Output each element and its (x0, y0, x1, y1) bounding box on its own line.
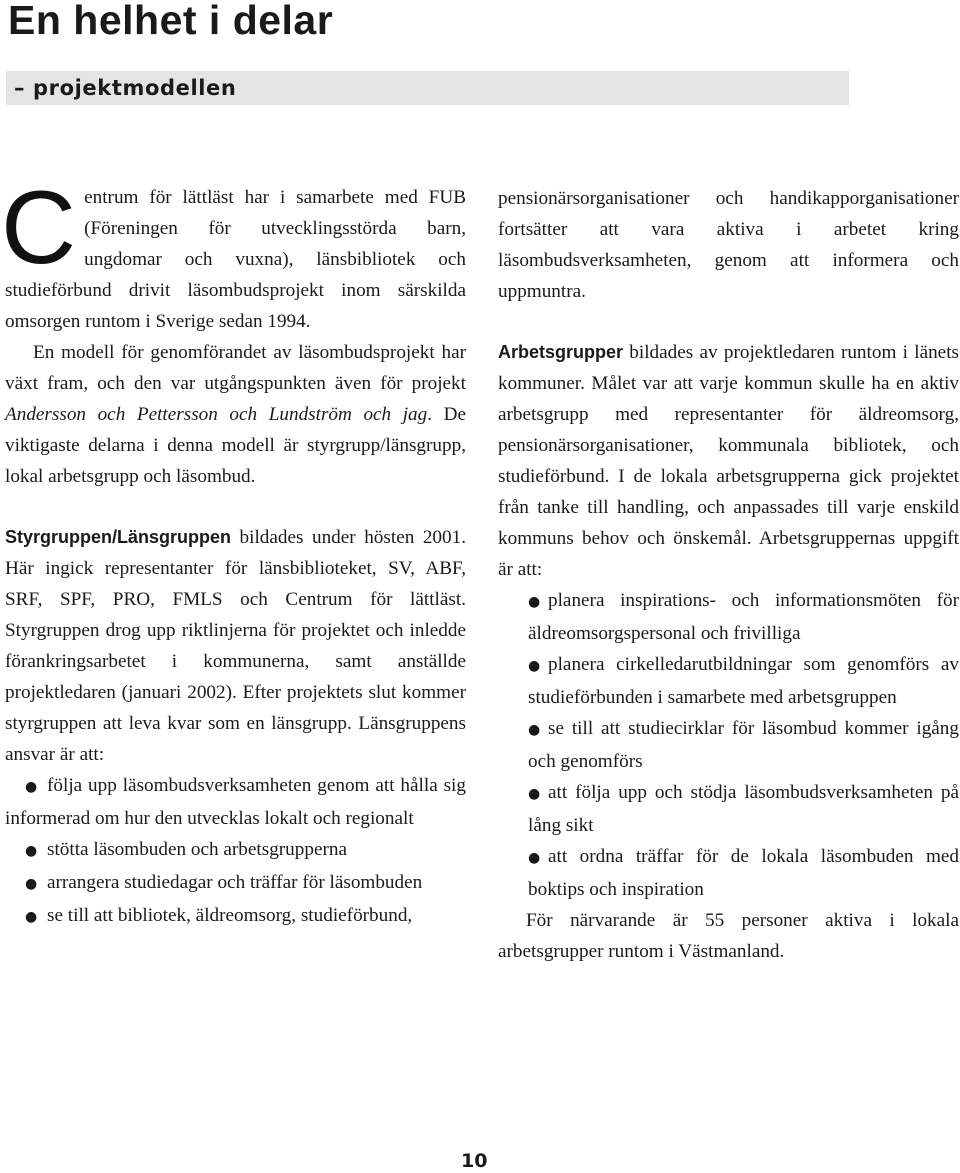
intro-text: entrum för lättläst har i samarbete med FUB (Föreningen för utvecklingsstörda barn, ungdomar och vuxna), länsbibliotek och studieförbund drivit läsombudsprojekt inom särskilda omsorgen runtom i Sverige sedan 1994. (5, 187, 466, 332)
right-column (498, 183, 959, 967)
bullet-icon: ● (25, 843, 38, 859)
list-item-text: se till att studiecirklar för läsombud kommer igång och genomförs (528, 718, 959, 772)
page-number: 10 (461, 1150, 488, 1172)
model-paragraph (5, 337, 466, 492)
list-item (498, 841, 959, 905)
bullet-icon: ● (528, 658, 541, 674)
list-item-text: planera cirkelledarutbildningar som genomförs av studieförbunden i samarbete med arbetsgruppen (528, 654, 959, 708)
bullet-icon: ● (25, 909, 38, 925)
list-item (5, 900, 466, 933)
bullet-icon: ● (528, 594, 541, 610)
intro-paragraph (1, 170, 466, 337)
subtitle-bar (6, 71, 849, 105)
list-item (5, 770, 466, 834)
page-title: En helhet i delar (8, 0, 334, 43)
dropcap: C (1, 170, 77, 286)
list-item (5, 834, 466, 867)
arbetsgrupper-text: bildades av projektledaren runtom i länets kommuner. Målet var att varje kommun skulle ha en aktiv arbetsgrupp med representanter för äldreomsorg, pensionärsorganisationer, kommunala bibliotek, och studieförbund. I de lokala arbetsgrupperna gick projektet från tanke till handling, och anpassades till varje enskild kommuns behov och önskemål. Arbetsgruppernas uppgift är att: (498, 342, 959, 580)
page-subtitle: – projektmodellen (14, 76, 237, 100)
project-title-italic: Andersson och Pettersson och Lundström och jag (5, 404, 428, 425)
list-item (5, 867, 466, 900)
list-item-text: att följa upp och stödja läsombudsverksamheten på lång sikt (528, 782, 959, 836)
styrgrupp-heading: Styrgruppen/Länsgruppen (5, 527, 232, 547)
bullet-icon: ● (528, 722, 541, 738)
list-item-text: se till att bibliotek, äldreomsorg, studieförbund, (47, 905, 413, 926)
model-text-1: En modell för genomförandet av läsombudsprojekt har växt fram, och den var utgångspunkten även för projekt (5, 342, 466, 394)
styrgrupp-text: bildades under hösten 2001. Här ingick representanter för länsbiblioteket, SV, ABF, SRF, SPF, PRO, FMLS och Centrum för lättläst. Styrgruppen drog upp riktlinjerna för projektet och inledde förankringsarbetet i kommunerna, samt anställde projektledaren (januari 2002). Efter projektets slut kommer styrgruppen att leva kvar som en länsgrupp. Länsgruppens ansvar är att: (5, 527, 466, 765)
arbetsgrupper-paragraph (498, 337, 959, 585)
bullet-icon: ● (528, 786, 541, 802)
arbetsgrupp-bullet-list (498, 585, 959, 905)
list-item-text: stötta läsombuden och arbetsgrupperna (47, 839, 347, 860)
list-item-text: följa upp läsombudsverksamheten genom att hålla sig informerad om hur den utvecklas lokalt och regionalt (5, 775, 466, 829)
closing-paragraph: För närvarande är 55 personer aktiva i lokala arbetsgrupper runtom i Västmanland. (498, 910, 959, 962)
styrgrupp-paragraph (5, 522, 466, 770)
list-item-text: att ordna träffar för de lokala läsombuden med boktips och inspiration (528, 846, 959, 900)
model-text-2: . De viktigaste delarna i denna modell är styrgrupp/länsgrupp, lokal arbetsgrupp och läsombud. (5, 404, 466, 487)
continuation-paragraph: pensionärsorganisationer och handikapporganisationer fortsätter att vara aktiva i arbetet kring läsombudsverksamheten, genom att informera och uppmuntra. (498, 188, 959, 302)
list-item (498, 713, 959, 777)
list-item-text: planera inspirations- och informationsmöten för äldreomsorgspersonal och frivilliga (528, 590, 959, 644)
arbetsgrupper-heading: Arbetsgrupper (498, 342, 624, 362)
left-column (1, 170, 466, 933)
bullet-icon: ● (25, 779, 38, 795)
lansgrupp-bullet-list (5, 770, 466, 933)
bullet-icon: ● (528, 850, 541, 866)
list-item (498, 649, 959, 713)
list-item (498, 585, 959, 649)
list-item-text: arrangera studiedagar och träffar för läsombuden (47, 872, 423, 893)
list-item (498, 777, 959, 841)
bullet-icon: ● (25, 876, 38, 892)
